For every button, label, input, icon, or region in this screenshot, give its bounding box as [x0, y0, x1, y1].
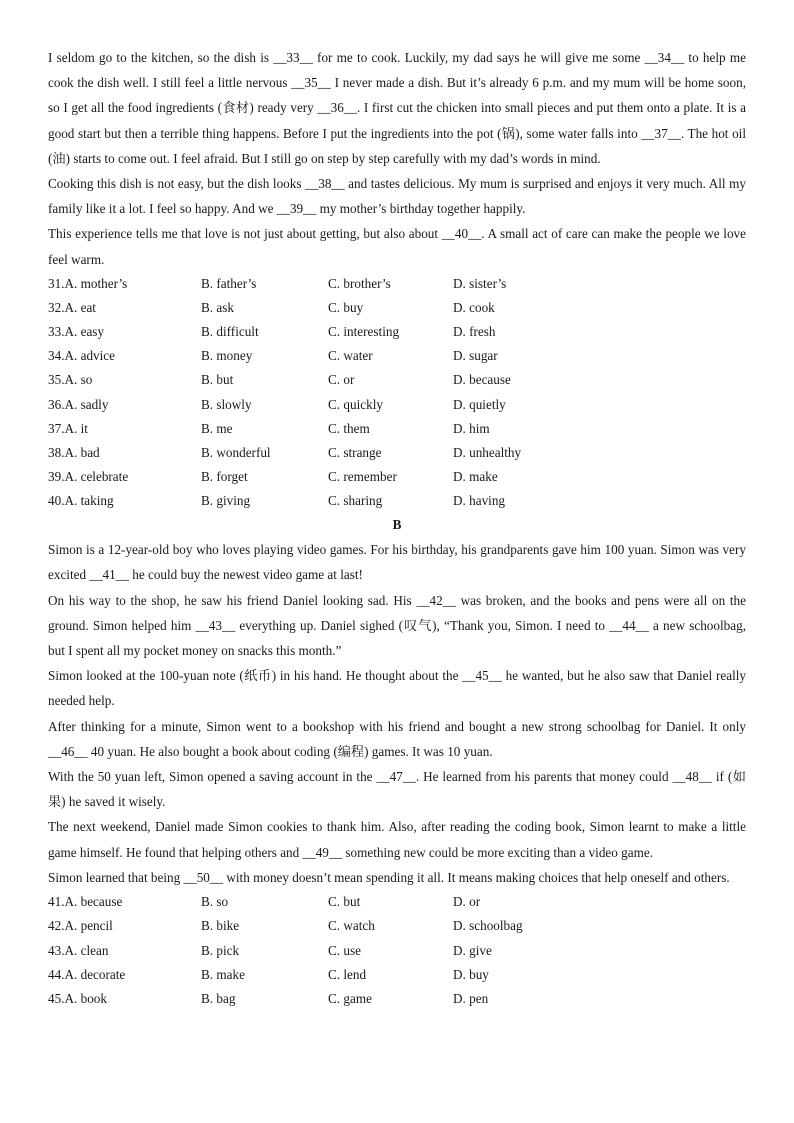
option-row	[48, 272, 746, 296]
option-row	[48, 393, 746, 417]
option-c: C. sharing	[328, 493, 383, 509]
option-b: B. but	[201, 372, 234, 388]
passage-paragraph: Simon is a 12-year-old boy who loves playing video games. For his birthday, his grandparents gave him 100 yuan. Simon was very excited __41__ he could buy the newest video game at last!	[48, 542, 746, 583]
passage-paragraph: Simon looked at the 100-yuan note (纸币) in his hand. He thought about the __45__ he wanted, but he also saw that Daniel really needed help.	[48, 668, 746, 709]
option-c: C. quickly	[328, 396, 383, 412]
option-a: 40.A. taking	[48, 493, 114, 509]
option-c: C. brother’s	[328, 275, 391, 291]
option-a: 31.A. mother’s	[48, 275, 128, 291]
option-a: 44.A. decorate	[48, 966, 126, 982]
option-b: B. bike	[201, 918, 240, 934]
option-d: D. sugar	[453, 348, 498, 364]
option-row	[48, 963, 746, 987]
option-row	[48, 489, 746, 513]
option-row	[48, 465, 746, 489]
option-a: 34.A. advice	[48, 348, 116, 364]
options-41-45	[48, 890, 746, 1011]
option-d: D. unhealthy	[453, 444, 522, 460]
option-b: B. pick	[201, 942, 240, 958]
option-row	[48, 417, 746, 441]
option-d: D. pen	[453, 991, 489, 1007]
option-c: C. lend	[328, 966, 367, 982]
option-a: 41.A. because	[48, 894, 123, 910]
option-a: 37.A. it	[48, 420, 88, 436]
option-row	[48, 939, 746, 963]
option-row	[48, 344, 746, 368]
option-b: B. money	[201, 348, 253, 364]
option-c: C. buy	[328, 299, 364, 315]
option-b: B. make	[201, 966, 245, 982]
option-row	[48, 890, 746, 914]
option-row	[48, 987, 746, 1011]
option-c: C. use	[328, 942, 361, 958]
option-b: B. forget	[201, 468, 248, 484]
passage-paragraph: With the 50 yuan left, Simon opened a saving account in the __47__. He learned from his parents that money could __48__ if (如果) he saved it wisely.	[48, 769, 746, 810]
option-c: C. watch	[328, 918, 375, 934]
option-b: B. slowly	[201, 396, 252, 412]
option-d: D. cook	[453, 299, 495, 315]
option-b: B. father’s	[201, 275, 257, 291]
option-d: D. sister’s	[453, 275, 507, 291]
passage-paragraph: Cooking this dish is not easy, but the dish looks __38__ and tastes delicious. My mum is surprised and enjoys it very much. All my family like it a lot. I feel so happy. And we __39__ my mother’s birthday together happily.	[48, 176, 746, 217]
exam-page	[48, 45, 746, 1012]
passage-paragraph: This experience tells me that love is not just about getting, but also about __40__. A small act of care can make the people we love feel warm.	[48, 226, 746, 267]
option-d: D. having	[453, 493, 506, 509]
option-a: 38.A. bad	[48, 444, 100, 460]
option-c: C. or	[328, 372, 355, 388]
option-a: 42.A. pencil	[48, 918, 113, 934]
passage-paragraph: Simon learned that being __50__ with money doesn’t mean spending it all. It means making choices that help oneself and others.	[48, 869, 730, 885]
option-d: D. because	[453, 372, 511, 388]
passage-a	[48, 45, 746, 272]
options-31-40	[48, 272, 746, 513]
option-a: 33.A. easy	[48, 324, 105, 340]
option-c: C. water	[328, 348, 373, 364]
option-d: D. give	[453, 942, 492, 958]
passage-paragraph: After thinking for a minute, Simon went to a bookshop with his friend and bought a new strong schoolbag for Daniel. It only __46__ 40 yuan. He also bought a book about coding (编程) games. It was 10 yuan.	[48, 718, 746, 759]
option-a: 35.A. so	[48, 372, 93, 388]
option-b: B. me	[201, 420, 233, 436]
option-b: B. difficult	[201, 324, 259, 340]
option-a: 36.A. sadly	[48, 396, 109, 412]
option-a: 43.A. clean	[48, 942, 109, 958]
option-b: B. giving	[201, 493, 251, 509]
option-row	[48, 441, 746, 465]
option-b: B. bag	[201, 991, 236, 1007]
passage-b	[48, 537, 746, 890]
option-row	[48, 296, 746, 320]
option-c: C. them	[328, 420, 370, 436]
section-b-heading: B	[392, 517, 402, 533]
option-c: C. game	[328, 991, 372, 1007]
option-b: B. ask	[201, 299, 234, 315]
passage-paragraph: I seldom go to the kitchen, so the dish is __33__ for me to cook. Luckily, my dad says he will give me some __34__ to help me cook the dish well. I still feel a little nervous __35__ I never made a dish. But it’s already 6 p.m. and my mum will be home soon, so I get all the food ingredients (食材) ready very __36__. I first cut the chicken into small pieces and put them onto a plate. It is a good start but then a terrible thing happens. Before I put the ingredients into the pot (锅), some water falls into __37__. The hot oil (油) starts to come out. I feel afraid. But I still go on step by step carefully with my dad’s words in mind.	[48, 50, 746, 166]
option-c: C. remember	[328, 468, 397, 484]
option-d: D. fresh	[453, 324, 496, 340]
option-row	[48, 368, 746, 392]
option-row	[48, 320, 746, 344]
option-d: D. make	[453, 468, 498, 484]
passage-paragraph: On his way to the shop, he saw his friend Daniel looking sad. His __42__ was broken, and the books and pens were all on the ground. Simon helped him __43__ everything up. Daniel sighed (叹气), “Thank you, Simon. I need to __44__ a new schoolbag, but I spent all my pocket money on snacks this month.”	[48, 592, 746, 659]
option-d: D. him	[453, 420, 490, 436]
option-d: D. quietly	[453, 396, 506, 412]
option-a: 39.A. celebrate	[48, 468, 129, 484]
option-d: D. schoolbag	[453, 918, 523, 934]
option-c: C. interesting	[328, 324, 400, 340]
option-a: 45.A. book	[48, 991, 107, 1007]
option-c: C. strange	[328, 444, 382, 460]
option-d: D. buy	[453, 966, 489, 982]
passage-paragraph: The next weekend, Daniel made Simon cookies to thank him. Also, after reading the coding book, Simon learnt to make a little game himself. He found that helping others and __49__ something new could be more exciting than a video game.	[48, 819, 746, 860]
option-row	[48, 914, 746, 938]
option-b: B. wonderful	[201, 444, 271, 460]
option-b: B. so	[201, 894, 229, 910]
option-d: D. or	[453, 894, 481, 910]
option-c: C. but	[328, 894, 361, 910]
option-a: 32.A. eat	[48, 299, 96, 315]
